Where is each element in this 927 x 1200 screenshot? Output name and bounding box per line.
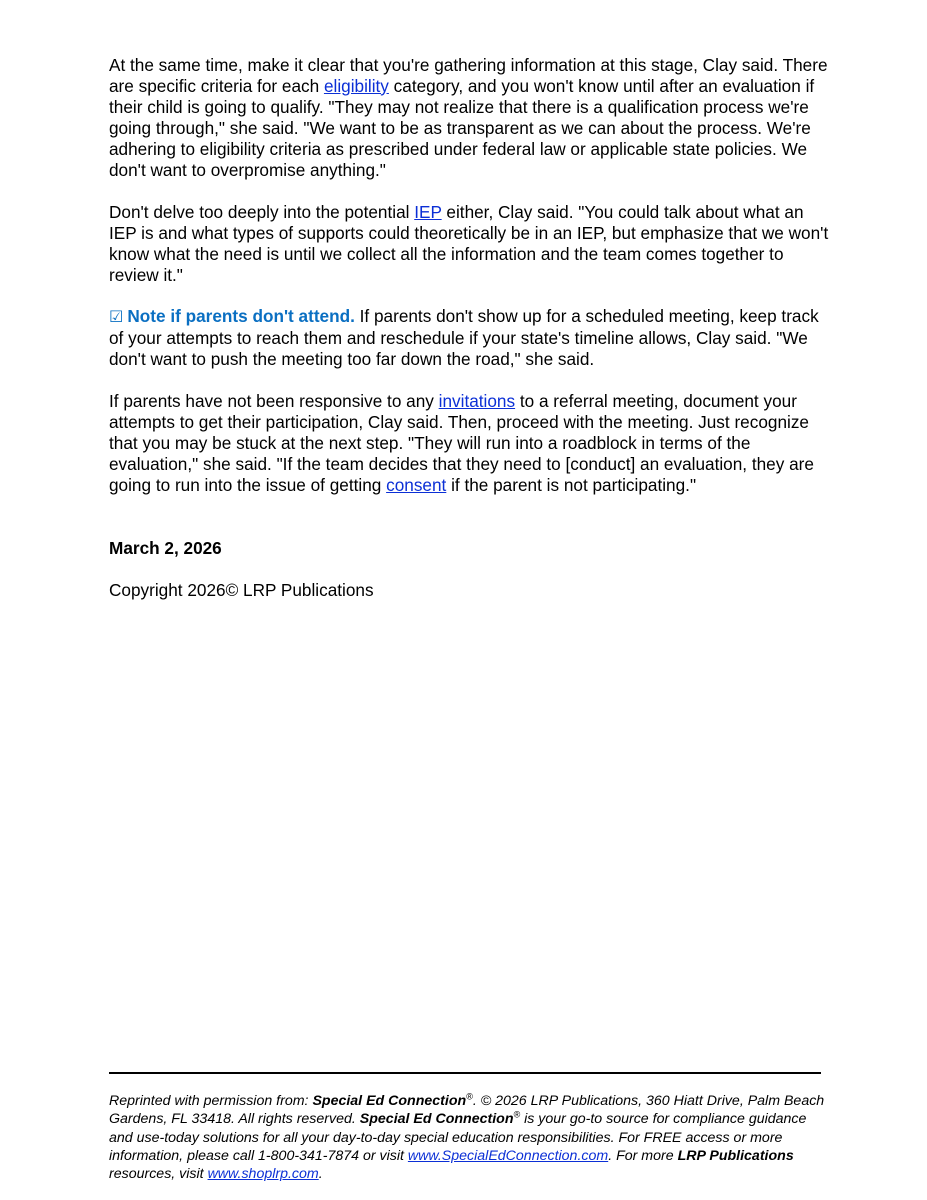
iep-link[interactable]: IEP (414, 202, 442, 222)
footer-description: is your go-to source for compliance guidance and use-today solutions for all your day-to-day special education responsibilities. For FREE access or more information, please call 1-800-341-7874 or visit (109, 1111, 807, 1164)
footer-reprinted: Reprinted with permission from: (109, 1093, 313, 1109)
footer-publication-name-2: Special Ed Connection (359, 1111, 514, 1128)
reprint-footer (109, 1092, 825, 1183)
paragraph-iep (109, 202, 829, 286)
paragraph-eligibility (109, 55, 829, 180)
para4-text-end: if the parent is not participating." (446, 474, 697, 495)
para1-text-end: category, and you won't know until after an evaluation if their child is going to qualify. "They may not realize that there is a qualification process we're going through," she said. "We want to be as transparent as we can about the process. We're adhering to eligibility criteria as prescribed under federal law or applicable state policies. We don't want to overpromise anything." (109, 75, 815, 180)
checkbox-checked-icon: ☑ (109, 307, 124, 326)
footer-divider (109, 1072, 821, 1074)
footer-more-text: . For more (608, 1147, 678, 1164)
paragraph-parents-attend (109, 306, 829, 370)
footer-registered-mark-2: ® (513, 1109, 521, 1120)
para1-text-start: At the same time, make it clear that you're gathering information at this stage, Clay said. There are specific criteria for each (109, 55, 828, 96)
article-copyright: Copyright 2026© LRP Publications (109, 580, 374, 600)
eligibility-link[interactable]: eligibility (323, 75, 389, 96)
specialedconnection-link[interactable]: www.SpecialEdConnection.com (407, 1147, 609, 1164)
para2-text-start: Don't delve too deeply into the potential (109, 202, 415, 222)
consent-link[interactable]: consent (386, 474, 447, 495)
checklist-heading (109, 306, 355, 326)
checklist-heading-text: Note if parents don't attend. (127, 306, 355, 326)
para3-text: If parents don't show up for a scheduled meeting, keep track of your attempts to reach them and reschedule if your state's timeline allows, Clay said. "We don't want to push the meeting too far down the road," she said. (109, 306, 819, 369)
footer-resources-text: resources, visit (109, 1166, 208, 1183)
para4-text-start: If parents have not been responsive to any (109, 391, 439, 411)
paragraph-invitations (109, 391, 829, 496)
para4-text-middle: to a referral meeting, document your attempts to get their participation, Clay said. Then, proceed with the meeting. Just recognize that you may be stuck at the next step. "They will run into a roadblock in terms of the evaluation," she said. "If the team decides that they need to [conduct] an evaluation, they are going to run into the issue of getting (109, 391, 814, 495)
footer-publication-name: Special Ed Connection (312, 1093, 467, 1109)
footer-publisher-name: LRP Publications (677, 1147, 794, 1164)
para2-text-end: either, Clay said. "You could talk about what an IEP is and what types of supports could theoretically be in an IEP, but emphasize that we won't know what the need is until we collect all the information and the team comes together to review it." (109, 202, 829, 285)
shoplrp-link[interactable]: www.shoplrp.com (207, 1166, 319, 1183)
footer-copyright-address: . © 2026 LRP Publications, 360 Hiatt Drive, Palm Beach Gardens, FL 33418. All rights reserved. (109, 1093, 825, 1128)
footer-registered-mark: ® (466, 1091, 473, 1102)
article-date: March 2, 2026 (109, 538, 222, 558)
footer-end: . (318, 1166, 323, 1183)
invitations-link[interactable]: invitations (438, 391, 516, 411)
